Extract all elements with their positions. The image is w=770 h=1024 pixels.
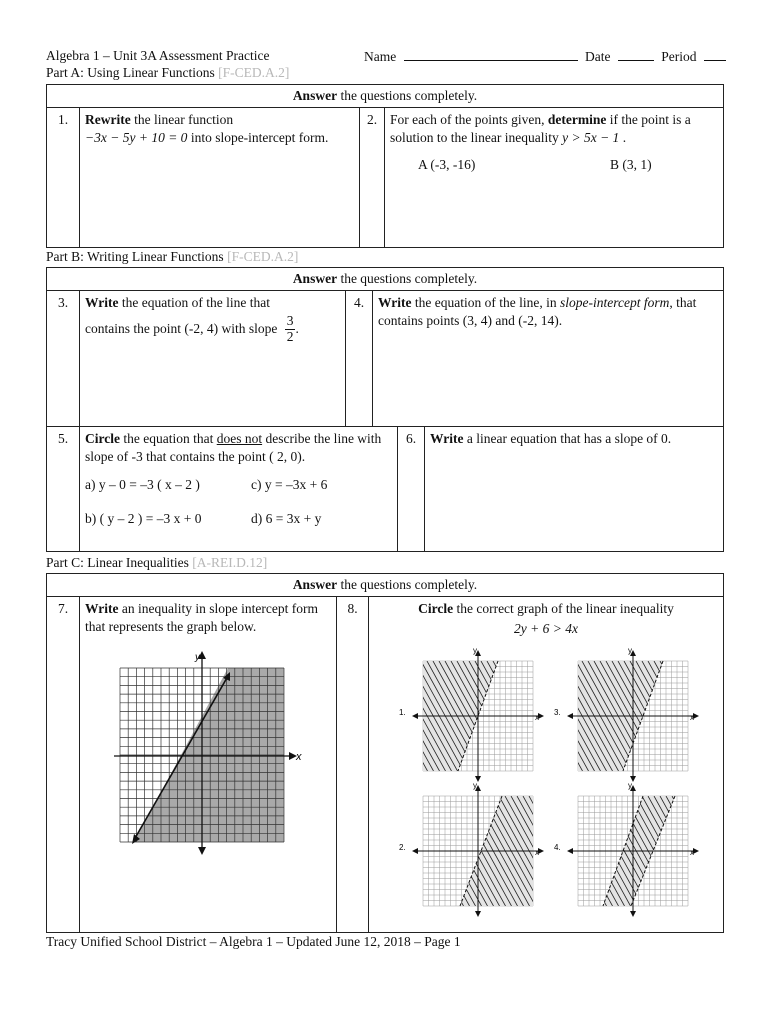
name-blank[interactable] (404, 48, 578, 61)
q1-equation: −3x − 5y + 10 = 0 (85, 129, 188, 145)
q7-axis-y-label: y (195, 652, 200, 663)
q2-inequality: y > 5x − 1 (562, 129, 620, 145)
q1-cell[interactable]: Rewrite the linear function −3x − 5y + 10 = 0 into slope-intercept form. (80, 107, 360, 247)
q2-point-b: B (3, 1) (610, 157, 652, 173)
q8-graph-4[interactable] (550, 780, 700, 920)
q5-option-c[interactable]: c) y = –3x + 6 (251, 476, 328, 492)
period-label: Period (661, 49, 697, 64)
q5-cell[interactable]: Circle the equation that does not describe the line with slope of -3 that contains the point ( 2, 0). a) y – 0 = –3 ( x – 2 ) c) y = –3x + 6 b) ( y – 2 ) = –3 x + 0 d) 6 = 3x + y (80, 427, 398, 552)
answer-row-c: Answer the questions completely. (47, 574, 724, 597)
q4-cell[interactable]: Write the equation of the line, in slope-intercept form, that contains points (3, 4) and (-2, 14). (373, 290, 724, 426)
slope-fraction: $\frac{3}{2}$ (286, 313, 294, 345)
q5-option-d[interactable]: d) 6 = 3x + y (251, 510, 322, 526)
q5-option-b[interactable]: b) ( y – 2 ) = –3 x + 0 (85, 510, 202, 526)
graph-1-label: 1. (399, 708, 406, 717)
part-a-standard: [F-CED.A.2] (218, 65, 290, 80)
worksheet-title: Algebra 1 – Unit 3A Assessment Practice (46, 48, 270, 63)
q1-number: 1. (47, 107, 80, 247)
q5-number: 5. (47, 427, 80, 552)
page-footer: Tracy Unified School District – Algebra 1 – Updated June 12, 2018 – Page 1 (46, 934, 461, 949)
q8-inequality: 2y + 6 > 4x (514, 620, 578, 636)
q7-cell[interactable]: Write an inequality in slope intercept form that represents the graph below. (80, 596, 337, 932)
worksheet-header (46, 48, 736, 64)
part-b-title: Part B: Writing Linear Functions [F-CED.A.2] (46, 249, 299, 264)
q8-cell[interactable]: Circle the correct graph of the linear inequality 2y + 6 > 4x (369, 596, 724, 932)
svg-text:y: y (628, 781, 632, 790)
part-b-table-top (46, 267, 724, 427)
q7-graph (112, 648, 308, 856)
part-c-title: Part C: Linear Inequalities [A-REI.D.12] (46, 555, 268, 570)
svg-text:x: x (690, 848, 694, 857)
part-a-title: Part A: Using Linear Functions [F-CED.A.2] (46, 65, 290, 80)
q7-axis-x-label: x (296, 751, 302, 763)
part-b-standard: [F-CED.A.2] (227, 249, 299, 264)
svg-text:x: x (535, 713, 539, 722)
svg-text:y: y (628, 646, 632, 655)
name-date-period-line (364, 48, 726, 65)
answer-row-a: Answer the questions completely. (47, 85, 724, 108)
q2-cell[interactable]: For each of the points given, determine if the point is a solution to the linear inequality y > 5x − 1 . A (-3, -16) B (3, 1) (385, 107, 724, 247)
graph-4-label: 4. (554, 843, 561, 852)
q8-number: 8. (337, 596, 369, 932)
date-label: Date (584, 49, 611, 64)
answer-row-b: Answer the questions completely. (47, 268, 724, 291)
part-a-table (46, 84, 724, 248)
svg-text:x: x (535, 848, 539, 857)
name-label: Name (364, 49, 397, 64)
q4-number: 4. (346, 290, 373, 426)
part-b-table-bottom (46, 426, 724, 552)
q5-option-a[interactable]: a) y – 0 = –3 ( x – 2 ) (85, 476, 200, 492)
q2-point-a: A (-3, -16) (418, 157, 476, 173)
svg-text:x: x (690, 713, 694, 722)
q7-number: 7. (47, 596, 80, 932)
q2-number: 2. (360, 107, 385, 247)
graph-2-label: 2. (399, 843, 406, 852)
q8-graph-3[interactable] (550, 645, 700, 783)
q3-number: 3. (47, 290, 80, 426)
date-blank[interactable] (618, 48, 654, 61)
period-blank[interactable] (704, 48, 726, 61)
q3-cell[interactable]: Write the equation of the line that contains the point (-2, 4) with slope $\frac{3}{2}$ . (80, 290, 346, 426)
q6-cell[interactable]: Write a linear equation that has a slope of 0. (425, 427, 724, 552)
graph-3-label: 3. (554, 708, 561, 717)
part-c-standard: [A-REI.D.12] (192, 555, 268, 570)
q8-graph-1[interactable] (395, 645, 545, 783)
svg-text:y: y (473, 646, 477, 655)
q6-number: 6. (398, 427, 425, 552)
q8-graph-2[interactable] (395, 780, 545, 920)
svg-text:y: y (473, 781, 477, 790)
